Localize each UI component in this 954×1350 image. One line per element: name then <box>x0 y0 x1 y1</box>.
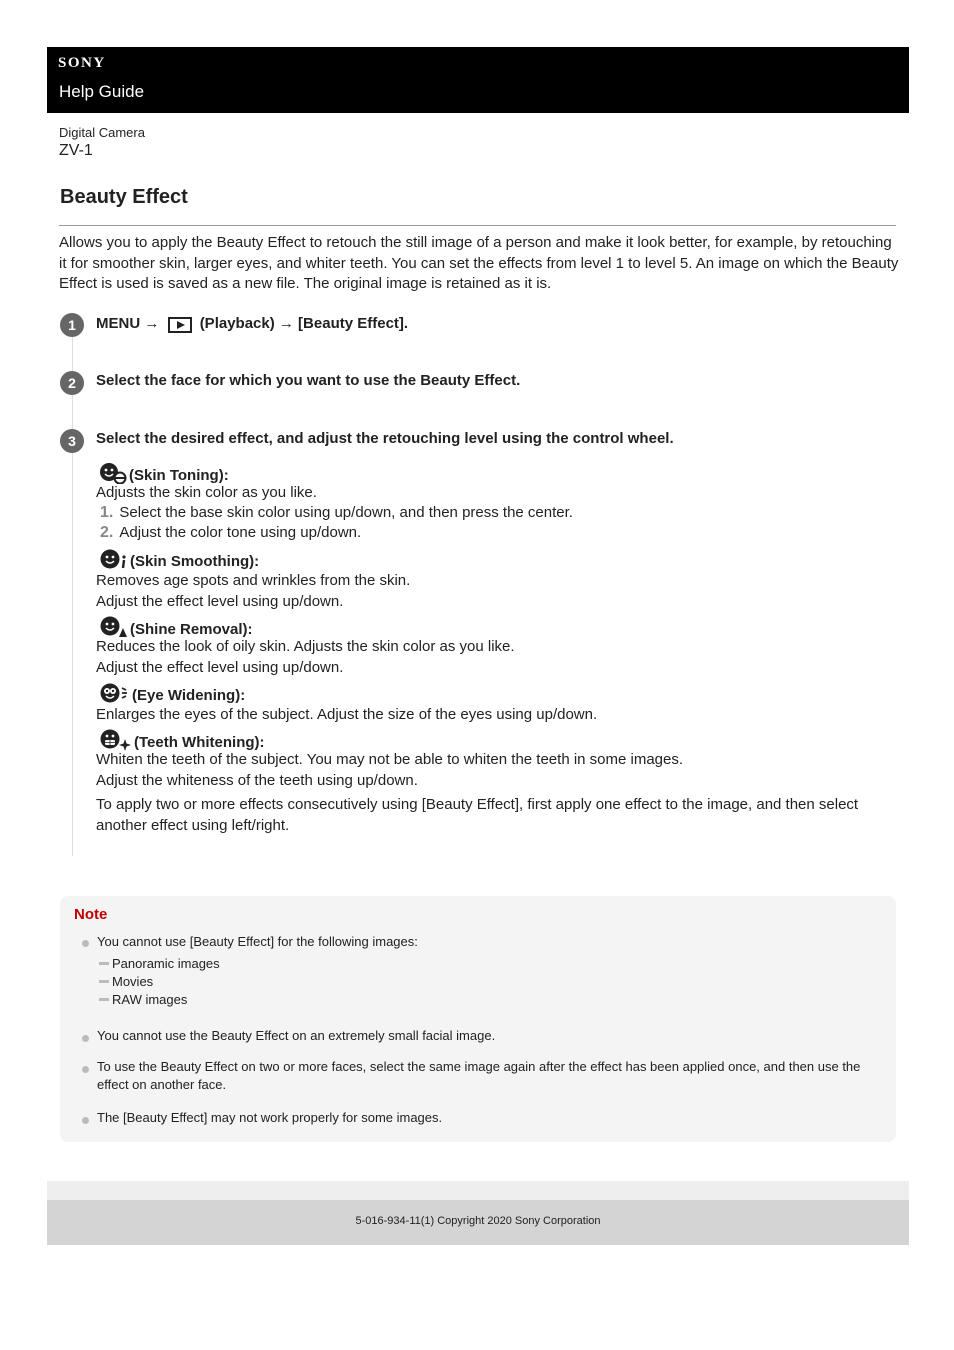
eye-widening-icon <box>100 682 130 708</box>
sony-logo[interactable]: SONY <box>58 55 106 71</box>
skin-smoothing-line-2: Adjust the effect level using up/down. <box>96 593 344 610</box>
step-1-playback-text: (Playback) → [Beauty Effect]. <box>199 315 409 332</box>
skin-toning-desc: Adjusts the skin color as you like. <box>96 484 317 501</box>
step-1-menu-text: MENU → <box>96 315 160 332</box>
note-item-3: To use the Beauty Effect on two or more faces, select the same image again after the effect has been applied once, and then use the effect on another face. <box>97 1059 861 1092</box>
step-1-text <box>96 315 408 333</box>
skin-smoothing-heading <box>100 548 259 574</box>
note-bullet <box>82 1066 89 1073</box>
footer-top-band <box>47 1181 909 1200</box>
copyright-text: 5-016-934-11(1) Copyright 2020 Sony Corporation <box>355 1215 601 1227</box>
product-category: Digital Camera <box>59 125 145 140</box>
note-item-4: The [Beauty Effect] may not work properly for some images. <box>97 1110 443 1125</box>
skin-smoothing-label: (Skin Smoothing): <box>130 552 260 570</box>
substep-number: 2. <box>100 524 114 541</box>
footer <box>47 1200 909 1245</box>
step-2-text: Select the face for which you want to use the Beauty Effect. <box>96 372 521 389</box>
teeth-whitening-label: (Teeth Whitening): <box>134 733 265 751</box>
shine-removal-line-2: Adjust the effect level using up/down. <box>96 659 344 676</box>
skin-toning-substep-2 <box>100 524 361 542</box>
shine-removal-line-1: Reduces the look of oily skin. Adjusts the skin color as you like. <box>96 638 515 655</box>
substep-number: 1. <box>100 504 114 521</box>
step-number-3: 3 <box>60 429 84 453</box>
eye-widening-heading <box>100 682 245 708</box>
note-bullet <box>82 940 89 947</box>
consecutive-effects-note: To apply two or more effects consecutively using [Beauty Effect], first apply one effect to the image, and then select another effect using left/right. <box>96 796 859 834</box>
note-subitem-movies: Movies <box>99 974 153 989</box>
title-divider <box>59 225 896 226</box>
step-3-text: Select the desired effect, and adjust the retouching level using the control wheel. <box>96 430 674 447</box>
page-title: Beauty Effect <box>60 186 188 208</box>
teeth-whitening-line-1: Whiten the teeth of the subject. You may not be able to whiten the teeth in some images. <box>96 751 684 768</box>
note-bullet <box>82 1117 89 1124</box>
note-subitem-panoramic: Panoramic images <box>99 956 220 971</box>
shine-removal-label: (Shine Removal): <box>130 620 253 638</box>
note-title: Note <box>74 906 108 923</box>
intro-paragraph: Allows you to apply the Beauty Effect to retouch the still image of a person and make it look better, for example, by retouching it for smoother skin, larger eyes, and whiter teeth. You can set the effects from level 1 to level 5. An image on which the Beauty Effect is used is saved as a new file. The original image is retained as it is. <box>59 234 899 292</box>
note-item-2: You cannot use the Beauty Effect on an extremely small facial image. <box>97 1028 496 1043</box>
step-number-1: 1 <box>60 313 84 337</box>
note-subitem-raw: RAW images <box>99 992 187 1007</box>
note-box <box>60 896 896 1142</box>
eye-widening-label: (Eye Widening): <box>132 686 246 704</box>
teeth-whitening-line-2: Adjust the whiteness of the teeth using up/down. <box>96 772 418 789</box>
substep-text: Select the base skin color using up/down, and then press the center. <box>119 504 573 521</box>
help-guide-title[interactable]: Help Guide <box>59 82 145 101</box>
product-model: ZV-1 <box>59 142 93 159</box>
note-bullet <box>82 1035 89 1042</box>
substep-text: Adjust the color tone using up/down. <box>119 524 362 541</box>
skin-toning-label: (Skin Toning): <box>129 466 229 484</box>
step-number-2: 2 <box>60 371 84 395</box>
note-item-1: You cannot use [Beauty Effect] for the following images: <box>97 934 418 949</box>
header-bar <box>47 47 909 113</box>
skin-smoothing-line-1: Removes age spots and wrinkles from the skin. <box>96 572 411 589</box>
skin-smoothing-icon <box>100 548 128 574</box>
skin-toning-substep-1 <box>100 504 573 522</box>
step-connector-line <box>72 332 73 856</box>
playback-icon <box>168 317 192 333</box>
eye-widening-line-1: Enlarges the eyes of the subject. Adjust the size of the eyes using up/down. <box>96 706 598 723</box>
